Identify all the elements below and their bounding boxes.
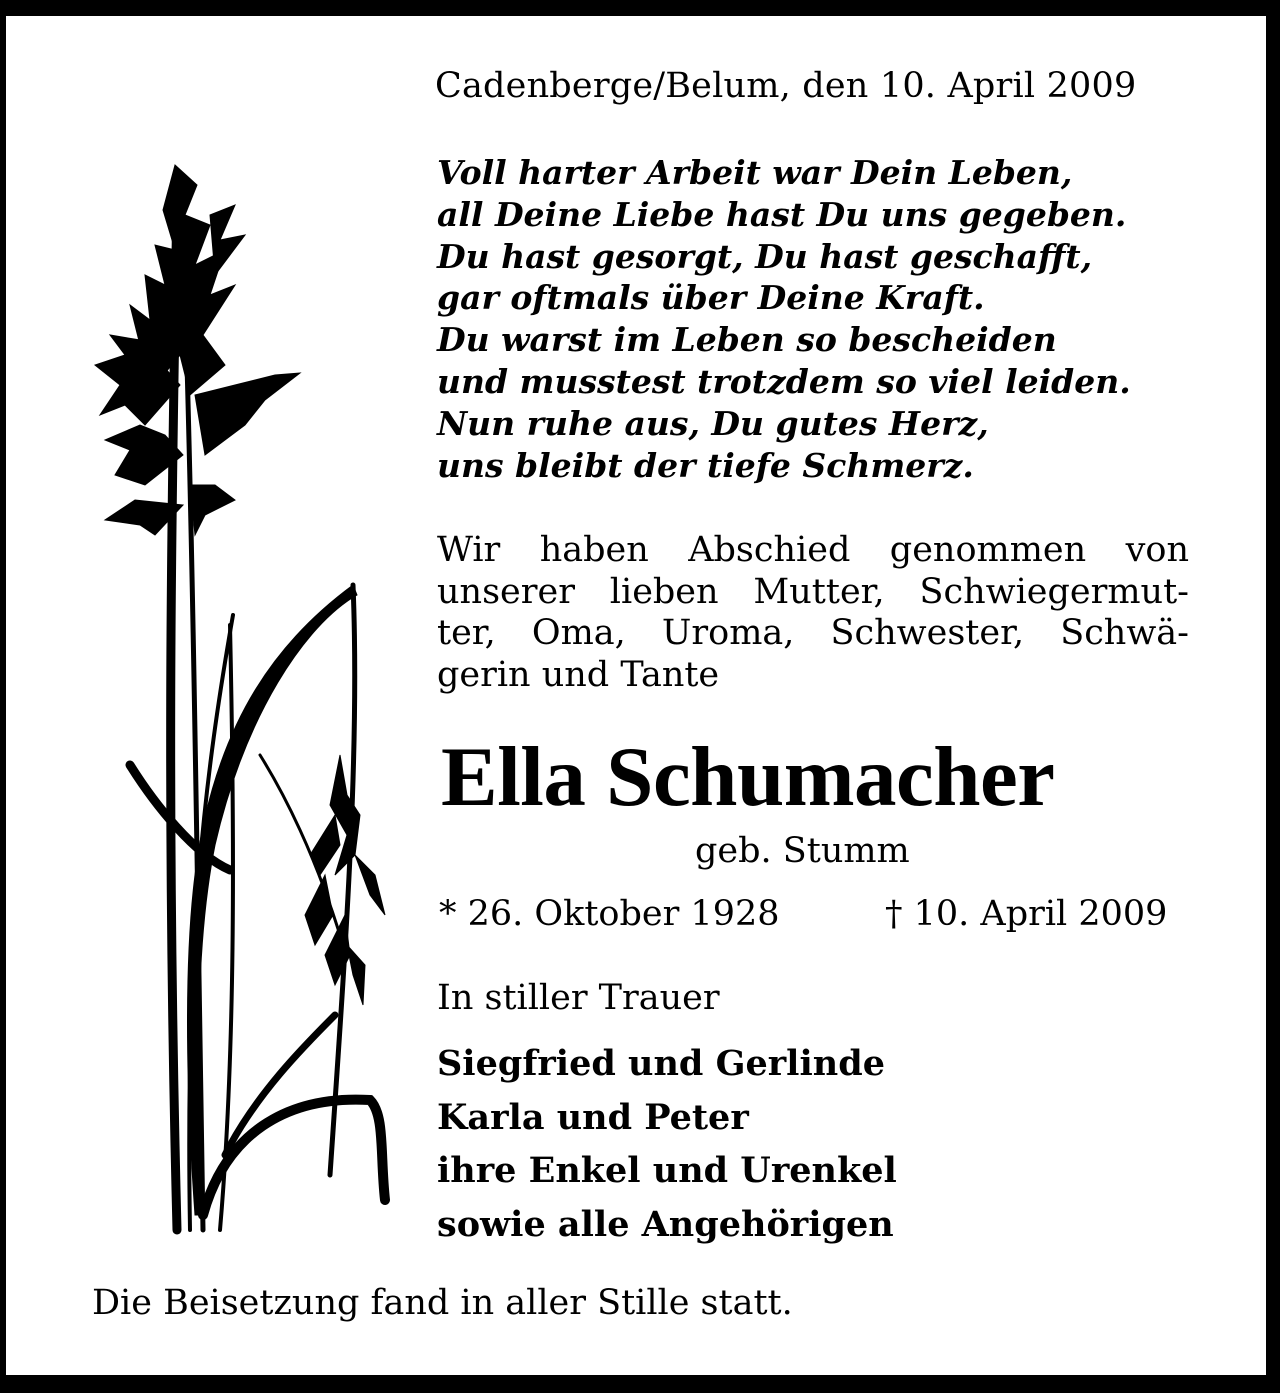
intro-line: ter, Oma, Uroma, Schwester, Schwä- [437,613,1189,653]
farewell-paragraph [437,530,1189,696]
place-date-line: Cadenberge/Belum, den 10. April 2009 [435,66,1137,106]
grass-plant-silhouette-icon [85,155,405,1240]
memorial-poem [437,152,1131,486]
mourner-entry: Karla und Peter [437,1096,749,1138]
birth-name: geb. Stumm [695,831,910,871]
poem-line: und musstest trotzdem so viel leiden. [437,361,1131,401]
poem-line: all Deine Liebe hast Du uns gegeben. [437,194,1127,234]
poem-line: Nun ruhe aus, Du gutes Herz, [437,403,989,443]
deceased-name: Ella Schumacher [441,730,1055,824]
poem-line: Voll harter Arbeit war Dein Leben, [437,153,1073,192]
death-date: † 10. April 2009 [885,894,1168,934]
mourner-entry: sowie alle Angehörigen [437,1203,894,1245]
intro-line: gerin und Tante [437,654,720,695]
poem-line: Du warst im Leben so bescheiden [437,320,1057,360]
intro-line: Wir haben Abschied genommen von [437,530,1189,570]
funeral-note: Die Beisetzung fand in aller Stille statt. [92,1283,793,1323]
poem-line: Du hast gesorgt, Du hast geschafft, [437,236,1093,276]
poem-line: uns bleibt der tiefe Schmerz. [437,445,974,485]
mourners-list [437,1037,897,1251]
poem-line: gar oftmals über Deine Kraft. [437,278,985,318]
birth-date: * 26. Oktober 1928 [439,894,780,934]
mourner-entry: ihre Enkel und Urenkel [437,1150,897,1191]
intro-line: unserer lieben Mutter, Schwiegermut- [437,571,1189,612]
grief-line: In stiller Trauer [437,978,720,1018]
mourner-entry: Siegfried und Gerlinde [437,1043,885,1084]
